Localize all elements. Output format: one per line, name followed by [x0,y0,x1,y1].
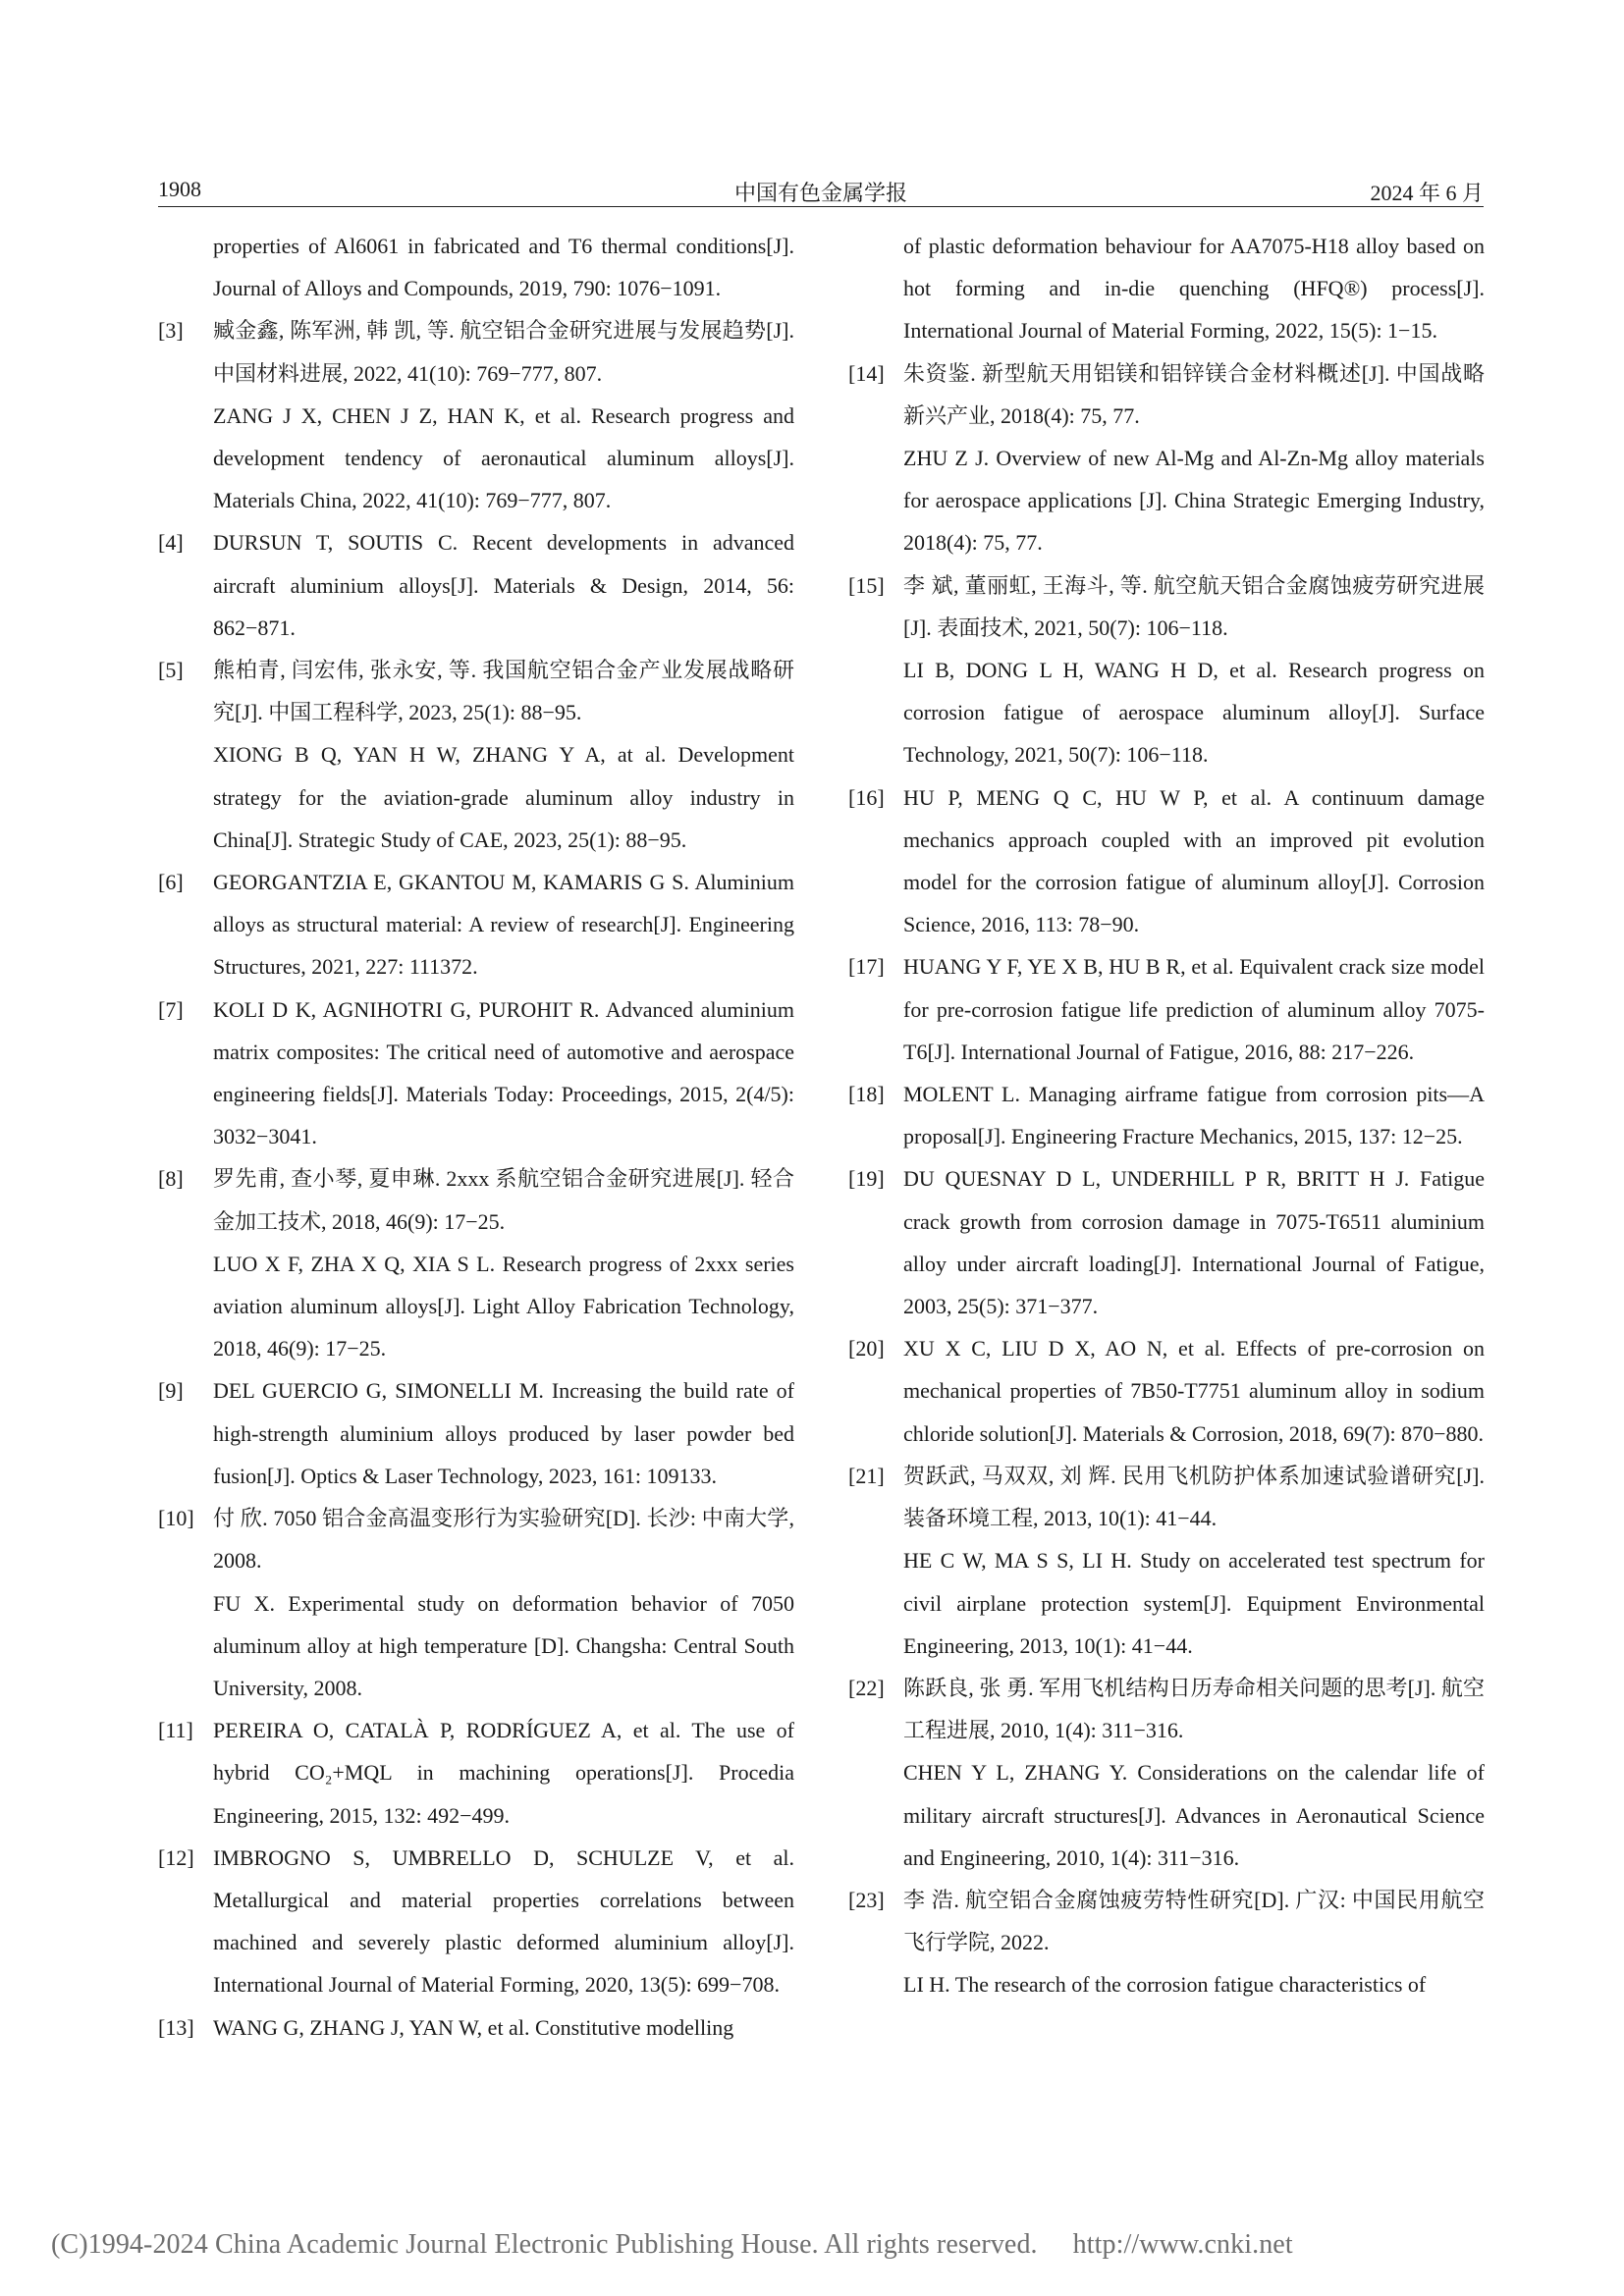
reference-entry [158,861,794,988]
reference-text: IMBROGNO S, UMBRELLO D, SCHULZE V, et al. Metallurgical and material properties correlations between machined and severely plastic deformed aluminium alloy[J]. International Journal of Material Forming, 2020, 13(5): 699−708. [213,1844,794,1998]
reference-entry [158,225,794,309]
reference-text: MOLENT L. Managing airframe fatigue from corrosion pits—A proposal[J]. Engineering Fracture Mechanics, 2015, 137: 12−25. [903,1082,1485,1149]
reference-text: 付 欣. 7050 铝合金高温变形行为实验研究[D]. 长沙: 中南大学, 2008. [213,1506,794,1574]
copyright-text: (C)1994-2024 China Academic Journal Electronic Publishing House. All rights reserved. [51,2229,1038,2260]
reference-number: [20] [848,1336,885,1362]
reference-entry [158,1709,794,1837]
reference-text: WANG G, ZHANG J, YAN W, et al. Constitutive modelling [213,2014,734,2040]
reference-number: [11] [158,1718,193,1743]
reference-text: HE C W, MA S S, LI H. Study on accelerated test spectrum for civil airplane protection system[J]. Equipment Environmental Engineering, 2013, 10(1): 41−44. [903,1548,1485,1658]
reference-text: DU QUESNAY D L, UNDERHILL P R, BRITT H J. Fatigue crack growth from corrosion damage in 7075-T6511 aluminium alloy under aircraft loading[J]. International Journal of Fatigue, 2003, 25(5): 371−377. [903,1166,1485,1319]
reference-body [213,1497,794,1709]
reference-body [903,564,1485,776]
reference-text: ZHU Z J. Overview of new Al-Mg and Al-Zn-Mg alloy materials for aerospace applications [J]. China Strategic Emerging Industry, 2018(4): 75, 77. [903,446,1485,556]
reference-entry [848,225,1485,352]
reference-body [213,1709,794,1837]
reference-number: [8] [158,1166,184,1192]
reference-entry [848,1455,1485,1667]
reference-text: GEORGANTZIA E, GKANTOU M, KAMARIS G S. Aluminium alloys as structural material: A review of research[J]. Engineering Structures, 2021, 227: 111372. [213,870,794,980]
reference-text: 李 浩. 航空铝合金腐蚀疲劳特性研究[D]. 广汉: 中国民用航空飞行学院, 2022. [903,1887,1485,1955]
reference-body [903,352,1485,564]
reference-text: 臧金鑫, 陈军洲, 韩 凯, 等. 航空铝合金研究进展与发展趋势[J]. 中国材料进展, 2022, 41(10): 769−777, 807. [213,318,794,386]
reference-text: CHEN Y L, ZHANG Y. Considerations on the calendar life of military aircraft structures[J]. Advances in Aeronautical Science and Engineering, 2010, 1(4): 311−316. [903,1760,1485,1870]
reference-number: [9] [158,1378,184,1404]
reference-number: [3] [158,318,184,344]
reference-entry [158,1157,794,1369]
reference-number: [5] [158,658,184,683]
reference-entry [158,1369,794,1497]
reference-entry [848,1667,1485,1879]
reference-number: [7] [158,996,184,1022]
reference-body [903,1667,1485,1879]
reference-body [213,309,794,521]
reference-body [213,861,794,988]
reference-number: [19] [848,1166,885,1192]
reference-body [903,945,1485,1073]
reference-text: DEL GUERCIO G, SIMONELLI M. Increasing the build rate of high-strength aluminium alloys produced by laser powder bed fusion[J]. Optics & Laser Technology, 2023, 161: 109133. [213,1378,794,1488]
reference-body [903,1157,1485,1327]
reference-number: [14] [848,360,885,386]
reference-body [213,1369,794,1497]
reference-text: LI H. The research of the corrosion fatigue characteristics of [903,1972,1427,1998]
reference-text: 李 斌, 董丽虹, 王海斗, 等. 航空航天铝合金腐蚀疲劳研究进展[J]. 表面技术, 2021, 50(7): 106−118. [903,572,1485,640]
reference-text: ZANG J X, CHEN J Z, HAN K, et al. Research progress and development tendency of aeronautical aluminum alloys[J]. Materials China, 2022, 41(10): 769−777, 807. [213,402,794,513]
reference-entry [848,1327,1485,1455]
reference-body [213,1157,794,1369]
reference-body [903,1455,1485,1667]
reference-number: [12] [158,1844,194,1870]
reference-number: [6] [158,870,184,895]
reference-text: HU P, MENG Q C, HU W P, et al. A continuum damage mechanics approach coupled with an improved pit evolution model for the corrosion fatigue of aluminum alloy[J]. Corrosion Science, 2016, 113: 78−90. [903,784,1485,937]
reference-body [903,225,1485,352]
references-right-column [848,225,1485,2006]
page-header [158,173,1484,207]
reference-entry [158,988,794,1158]
reference-body [903,1327,1485,1455]
reference-number: [23] [848,1887,885,1912]
reference-entry [848,1879,1485,2006]
reference-text: 陈跃良, 张 勇. 军用飞机结构日历寿命相关问题的思考[J]. 航空工程进展, 2010, 1(4): 311−316. [903,1675,1485,1743]
reference-text: of plastic deformation behaviour for AA7075-H18 alloy based on hot forming and in-die quenching (HFQ®) process[J]. International Journal of Material Forming, 2022, 15(5): 1−15. [903,234,1485,344]
reference-text: 罗先甫, 查小琴, 夏申琳. 2xxx 系航空铝合金研究进展[J]. 轻合金加工技术, 2018, 46(9): 17−25. [213,1166,794,1234]
reference-text: LUO X F, ZHA X Q, XIA S L. Research progress of 2xxx series aviation aluminum alloys[J]. Light Alloy Fabrication Technology, 2018, 46(9): 17−25. [213,1251,794,1362]
reference-entry [848,945,1485,1073]
issue-date: 2024 年 6 月 [1370,181,1484,205]
reference-entry [848,1157,1485,1327]
reference-number [158,225,213,309]
reference-number: [17] [848,954,885,980]
reference-text: properties of Al6061 in fabricated and T6 thermal conditions[J]. Journal of Alloys and Compounds, 2019, 790: 1076−1091. [213,234,794,301]
reference-number: [16] [848,784,885,810]
reference-text: DURSUN T, SOUTIS C. Recent developments in advanced aircraft aluminium alloys[J]. Materials & Design, 2014, 56: 862−871. [213,530,794,640]
reference-text: 熊柏青, 闫宏伟, 张永安, 等. 我国航空铝合金产业发展战略研究[J]. 中国工程科学, 2023, 25(1): 88−95. [213,658,794,725]
reference-entry [158,521,794,649]
reference-number: [18] [848,1082,885,1107]
reference-text: HUANG Y F, YE X B, HU B R, et al. Equivalent crack size model for pre-corrosion fatigue life prediction of aluminum alloy 7075-T6[J]. International Journal of Fatigue, 2016, 88: 217−226. [903,954,1485,1064]
reference-body [213,225,794,309]
reference-body [213,988,794,1158]
reference-body [213,521,794,649]
reference-number: [10] [158,1506,194,1531]
reference-text: FU X. Experimental study on deformation behavior of 7050 aluminum alloy at high temperature [D]. Changsha: Central South University, 2008. [213,1590,794,1700]
reference-number [848,225,903,352]
references-left-column [158,225,794,2049]
reference-entry [158,2006,794,2049]
reference-body [213,1837,794,2006]
copyright-footer [51,2229,1573,2261]
reference-entry [158,1497,794,1709]
reference-entry [848,564,1485,776]
reference-body [213,649,794,861]
reference-number: [15] [848,572,885,598]
reference-body [903,1073,1485,1157]
reference-text: PEREIRA O, CATALÀ P, RODRÍGUEZ A, et al. The use of hybrid CO₂+MQL in machining operations[J]. Procedia Engineering, 2015, 132: 492−499. [213,1718,794,1828]
reference-text: 朱资鉴. 新型航天用铝镁和铝锌镁合金材料概述[J]. 中国战略新兴产业, 2018(4): 75, 77. [903,360,1485,428]
footer-url: http://www.cnki.net [1072,2229,1293,2260]
reference-text: 贺跃武, 马双双, 刘 辉. 民用飞机防护体系加速试验谱研究[J]. 装备环境工程, 2013, 10(1): 41−44. [903,1463,1485,1531]
reference-text: XIONG B Q, YAN H W, ZHANG Y A, at al. Development strategy for the aviation-grade aluminum alloy industry in China[J]. Strategic Study of CAE, 2023, 25(1): 88−95. [213,742,794,852]
page-number: 1908 [158,177,201,201]
reference-number: [22] [848,1675,885,1700]
reference-entry [158,309,794,521]
journal-title: 中国有色金属学报 [733,181,907,205]
reference-text: KOLI D K, AGNIHOTRI G, PUROHIT R. Advanced aluminium matrix composites: The critical need of automotive and aerospace engineering fields[J]. Materials Today: Proceedings, 2015, 2(4/5): 3032−3041. [213,996,794,1149]
reference-entry [158,649,794,861]
reference-body [903,1879,1485,2006]
reference-entry [848,776,1485,946]
reference-number: [13] [158,2014,194,2040]
reference-text: LI B, DONG L H, WANG H D, et al. Research progress on corrosion fatigue of aerospace aluminum alloy[J]. Surface Technology, 2021, 50(7): 106−118. [903,658,1485,768]
reference-entry [848,352,1485,564]
reference-number: [4] [158,530,184,556]
reference-body [213,2006,794,2049]
reference-entry [158,1837,794,2006]
reference-number: [21] [848,1463,885,1488]
reference-text: XU X C, LIU D X, AO N, et al. Effects of pre-corrosion on mechanical properties of 7B50-T7751 aluminum alloy in sodium chloride solution[J]. Materials & Corrosion, 2018, 69(7): 870−880. [903,1336,1485,1446]
reference-entry [848,1073,1485,1157]
reference-body [903,776,1485,946]
